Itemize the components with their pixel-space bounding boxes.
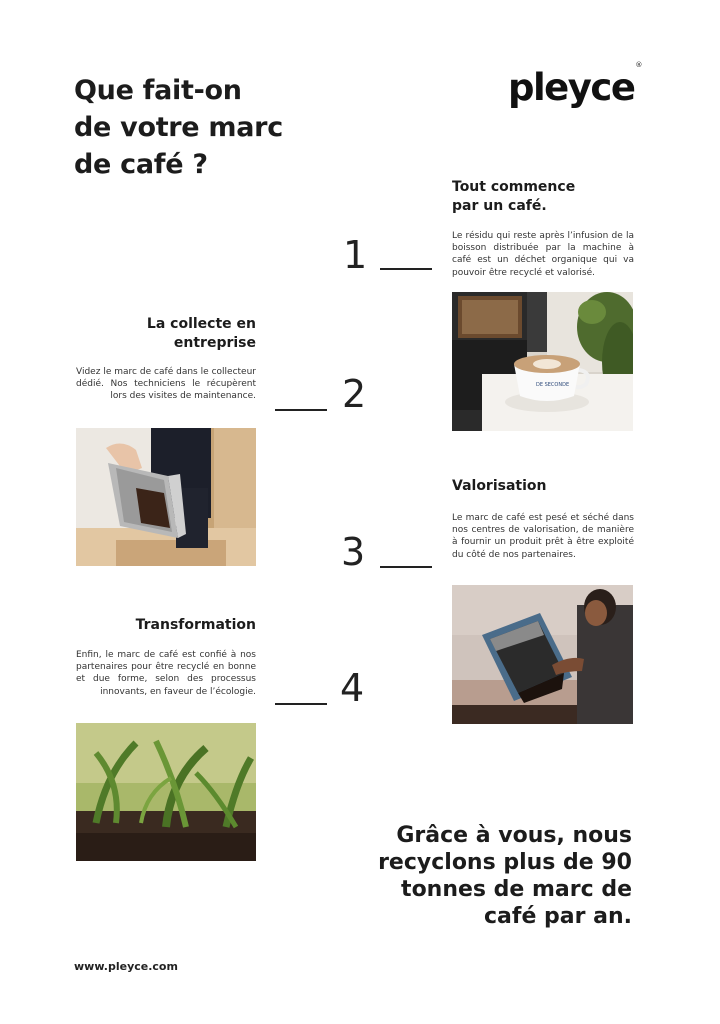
collector-photo: [76, 428, 256, 566]
conclusion-line: recyclons plus de 90: [378, 850, 632, 875]
step-number: 4: [340, 666, 365, 710]
pleyce-logo: [508, 60, 643, 116]
step-number: 3: [341, 530, 366, 574]
cup-label: DE SECONDE: [536, 382, 570, 388]
step-title-line: par un café.: [452, 198, 547, 214]
step-1: [452, 178, 634, 279]
coffee-cup-illustration: [452, 292, 633, 431]
title-line: Que fait-on: [74, 75, 242, 106]
step-description: Videz le marc de café dans le collecteur dédié. Nos techniciens le récupèrent lors des visites de maintenance.: [76, 367, 256, 402]
step-description: Le marc de café est pesé et séché dans nos centres de valorisation, de manière à fournir un produit prêt à être exploité du côté de nos partenaires.: [452, 513, 634, 560]
step-description: Enfin, le marc de café est confié à nos partenaires pour être recyclé en bonne et due forme, selon des processus innovants, en faveur de l’écologie.: [76, 650, 256, 697]
step-2: [76, 315, 256, 403]
logo-text: pleyce: [508, 66, 635, 109]
conclusion-statement: [372, 822, 632, 930]
step-title: [76, 315, 256, 353]
conclusion-line: Grâce à vous, nous: [396, 823, 632, 848]
step-title-line: La collecte en: [146, 316, 256, 332]
step-title: Valorisation: [452, 478, 547, 494]
title-line: de votre marc: [74, 112, 283, 143]
step-connector-line: [275, 409, 327, 411]
step-title-line: entreprise: [173, 335, 256, 351]
step-connector-line: [380, 268, 432, 270]
valorisation-illustration: [452, 585, 633, 724]
step-connector-line: [275, 703, 327, 705]
page-title: [74, 72, 364, 183]
step-number: 2: [342, 372, 367, 416]
step-3: [452, 477, 634, 561]
registered-mark: ®: [635, 60, 643, 69]
step-4: [76, 616, 256, 698]
step-description: Le résidu qui reste après l’infusion de la boisson distribuée par la machine à café est un déchet organique qui va pouvoir être recyclé et valorisé.: [452, 231, 634, 278]
step-title: [452, 178, 634, 216]
collector-illustration: [76, 428, 256, 566]
conclusion-line: café par an.: [483, 904, 632, 929]
step-number: 1: [343, 233, 368, 277]
coffee-cup-photo: [452, 292, 633, 431]
step-connector-line: [380, 566, 432, 568]
seedlings-photo: [76, 723, 256, 861]
conclusion-line: tonnes de marc de: [401, 877, 632, 902]
step-title-line: Tout commence: [452, 179, 576, 195]
seedlings-illustration: [76, 723, 256, 861]
title-line: de café ?: [74, 149, 208, 180]
step-title: Transformation: [135, 617, 256, 633]
website-link[interactable]: www.pleyce.com: [74, 960, 178, 973]
valorisation-photo: [452, 585, 633, 724]
